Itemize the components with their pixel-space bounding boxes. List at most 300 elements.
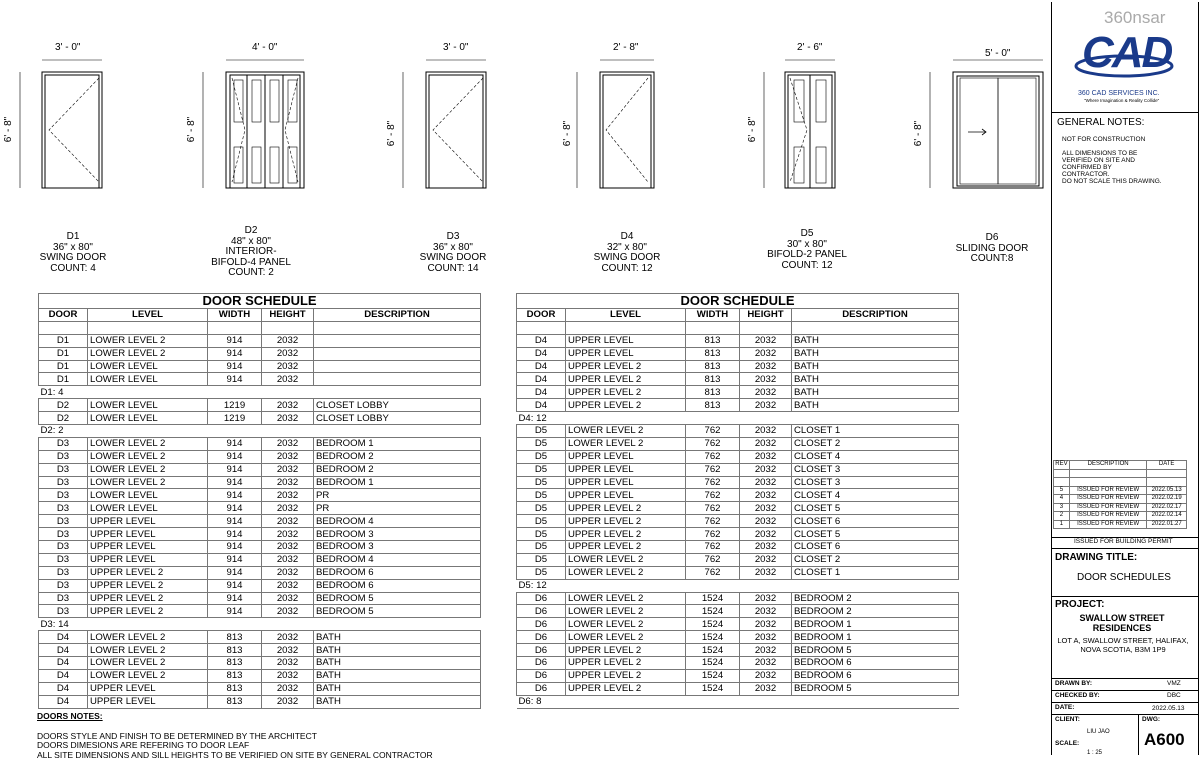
table-cell: 2032	[262, 412, 314, 425]
table-cell: 813	[686, 373, 740, 386]
dim-h-d3: 6' - 8"	[386, 121, 397, 146]
table-cell: D6	[517, 657, 566, 670]
table-cell: 1524	[686, 631, 740, 644]
table-row	[517, 515, 959, 528]
table-cell: 2032	[740, 489, 792, 502]
table-cell: UPPER LEVEL 2	[566, 515, 686, 528]
table-cell: UPPER LEVEL 2	[566, 360, 686, 373]
subtotal-cell: D6: 8	[517, 695, 959, 708]
subtotal-cell: D2: 2	[39, 425, 481, 438]
table-cell: 813	[208, 695, 262, 708]
dim-w-d2: 4' - 0"	[252, 42, 277, 53]
table-cell: BATH	[792, 399, 959, 412]
table-cell: 2032	[740, 618, 792, 631]
table-cell	[314, 373, 481, 386]
revision-empty-row	[1054, 478, 1187, 487]
table-cell: D3	[39, 605, 88, 618]
table-cell: UPPER LEVEL 2	[88, 592, 208, 605]
table-cell: BEDROOM 2	[792, 605, 959, 618]
table-cell: 762	[686, 489, 740, 502]
table-row	[39, 412, 481, 425]
table-cell: 2032	[740, 669, 792, 682]
table-cell	[314, 347, 481, 360]
table-cell: BEDROOM 1	[792, 631, 959, 644]
table-cell: UPPER LEVEL	[88, 682, 208, 695]
table-row	[517, 631, 959, 644]
table-row	[517, 657, 959, 670]
table-cell: D4	[517, 386, 566, 399]
table-row	[517, 347, 959, 360]
table-cell: 2032	[262, 463, 314, 476]
table-cell: UPPER LEVEL 2	[88, 605, 208, 618]
column-header: LEVEL	[88, 309, 208, 322]
client: LIU JAO	[1087, 729, 1110, 735]
table-cell: BEDROOM 5	[792, 682, 959, 695]
table-cell: D5	[517, 489, 566, 502]
table-row	[517, 437, 959, 450]
table-cell: 2032	[262, 541, 314, 554]
table-cell: 2032	[740, 592, 792, 605]
table-cell: BATH	[314, 657, 481, 670]
table-cell: UPPER LEVEL 2	[566, 644, 686, 657]
door-d6-elevation	[930, 60, 1043, 188]
revision-cell: ISSUED FOR REVIEW	[1069, 512, 1146, 521]
table-cell: LOWER LEVEL	[88, 412, 208, 425]
table-cell: D3	[39, 476, 88, 489]
table-cell: D5	[517, 425, 566, 438]
table-cell: 2032	[740, 450, 792, 463]
table-row	[39, 541, 481, 554]
table-cell: 2032	[262, 373, 314, 386]
table-cell: CLOSET LOBBY	[314, 412, 481, 425]
table-cell: CLOSET 6	[792, 515, 959, 528]
table-row	[39, 566, 481, 579]
table-row	[39, 515, 481, 528]
checked-by: DBC	[1167, 692, 1181, 699]
subtotal-row	[517, 579, 959, 592]
table-cell: 2032	[740, 476, 792, 489]
table-cell: D6	[517, 605, 566, 618]
table-cell: D3	[39, 566, 88, 579]
table-cell: LOWER LEVEL	[88, 502, 208, 515]
revision-cell: ISSUED FOR REVIEW	[1069, 503, 1146, 512]
table-row	[39, 437, 481, 450]
table-cell: D4	[517, 334, 566, 347]
general-note: DO NOT SCALE THIS DRAWING.	[1062, 178, 1182, 185]
table-cell: 914	[208, 347, 262, 360]
table-cell: 2032	[262, 450, 314, 463]
table-cell: BATH	[314, 631, 481, 644]
revision-cell: ISSUED FOR REVIEW	[1069, 486, 1146, 495]
table-row	[517, 334, 959, 347]
table-row	[39, 644, 481, 657]
table-cell: BEDROOM 4	[314, 553, 481, 566]
table-row	[517, 373, 959, 386]
table-cell: BEDROOM 2	[792, 592, 959, 605]
table-row	[517, 502, 959, 515]
table-cell: 914	[208, 437, 262, 450]
table-cell: D2	[39, 412, 88, 425]
table-cell: UPPER LEVEL	[88, 695, 208, 708]
table-cell: 914	[208, 489, 262, 502]
dim-w-d3: 3' - 0"	[443, 42, 468, 53]
door-d2-elevation	[203, 60, 304, 188]
revision-header-row	[1054, 461, 1187, 470]
table-cell: 914	[208, 515, 262, 528]
table-cell: CLOSET 1	[792, 425, 959, 438]
subtotal-cell: D1: 4	[39, 386, 481, 399]
revision-table	[1053, 460, 1187, 529]
revision-row	[1054, 512, 1187, 521]
project-label: PROJECT:	[1055, 599, 1104, 610]
revision-cell: 5	[1054, 486, 1070, 495]
spacer-row	[517, 321, 959, 334]
table-cell: 2032	[262, 657, 314, 670]
column-header: HEIGHT	[740, 309, 792, 322]
revision-row	[1054, 486, 1187, 495]
subtotal-cell: D5: 12	[517, 579, 959, 592]
table-cell: 2032	[740, 399, 792, 412]
subtotal-row	[517, 695, 959, 708]
table-cell: BATH	[792, 347, 959, 360]
table-row	[517, 489, 959, 502]
table-cell: 2032	[262, 334, 314, 347]
watermark: 360nsar	[1104, 8, 1165, 28]
table-cell: 813	[686, 360, 740, 373]
dim-h-d2: 6' - 8"	[186, 117, 197, 142]
drawn-by-label: DRAWN BY:	[1055, 680, 1092, 687]
table-cell: LOWER LEVEL 2	[566, 592, 686, 605]
table-cell: 914	[208, 502, 262, 515]
table-cell: 2032	[262, 360, 314, 373]
table-cell: BATH	[314, 695, 481, 708]
table-row	[39, 463, 481, 476]
table-row	[517, 425, 959, 438]
table-cell: 2032	[262, 579, 314, 592]
client-label: CLIENT:	[1055, 716, 1080, 723]
table-cell: D3	[39, 528, 88, 541]
table-cell: 762	[686, 450, 740, 463]
column-header: WIDTH	[208, 309, 262, 322]
door-label-d5: D5 30" x 80" BIFOLD-2 PANEL COUNT: 12	[757, 229, 857, 271]
table-cell: 2032	[740, 425, 792, 438]
schedule-title: DOOR SCHEDULE	[39, 294, 481, 309]
table-cell: D1	[39, 360, 88, 373]
table-cell: CLOSET 2	[792, 553, 959, 566]
table-row	[39, 592, 481, 605]
table-cell: 2032	[262, 592, 314, 605]
table-cell: D3	[39, 592, 88, 605]
table-cell: 2032	[262, 437, 314, 450]
table-cell: 2032	[740, 644, 792, 657]
table-cell: 2032	[262, 502, 314, 515]
table-cell: LOWER LEVEL	[88, 399, 208, 412]
table-cell: 2032	[262, 669, 314, 682]
revision-row	[1054, 503, 1187, 512]
table-cell: BEDROOM 1	[314, 437, 481, 450]
table-cell: D5	[517, 528, 566, 541]
schedule-title: DOOR SCHEDULE	[517, 294, 959, 309]
table-cell: D3	[39, 553, 88, 566]
table-cell: 1524	[686, 644, 740, 657]
column-header: WIDTH	[686, 309, 740, 322]
revision-cell: 2022.02.14	[1147, 512, 1187, 521]
table-cell: LOWER LEVEL 2	[88, 450, 208, 463]
table-cell: D1	[39, 334, 88, 347]
table-cell: 2032	[262, 631, 314, 644]
table-cell: UPPER LEVEL 2	[566, 657, 686, 670]
table-row	[39, 669, 481, 682]
table-cell: D3	[39, 541, 88, 554]
revision-cell: 2022.01.27	[1147, 520, 1187, 529]
column-header: HEIGHT	[262, 309, 314, 322]
table-cell: UPPER LEVEL	[566, 450, 686, 463]
table-cell: 2032	[740, 657, 792, 670]
table-cell: UPPER LEVEL 2	[566, 399, 686, 412]
dim-h-d5: 6' - 8"	[747, 117, 758, 142]
table-cell: 813	[686, 334, 740, 347]
table-cell: BEDROOM 3	[314, 541, 481, 554]
table-cell: UPPER LEVEL	[88, 553, 208, 566]
table-cell: 2032	[740, 553, 792, 566]
table-row	[517, 360, 959, 373]
table-cell: D5	[517, 553, 566, 566]
table-cell: 2032	[740, 347, 792, 360]
revision-empty-row	[1054, 469, 1187, 478]
table-cell: UPPER LEVEL	[566, 334, 686, 347]
table-cell: D6	[517, 618, 566, 631]
door-elevations	[0, 30, 1045, 230]
table-row	[39, 682, 481, 695]
company-tagline: "Where Imagination & Reality Collide"	[1084, 98, 1159, 103]
table-cell: 914	[208, 334, 262, 347]
revision-row	[1054, 495, 1187, 504]
table-cell: 813	[686, 347, 740, 360]
dim-h-d6: 6' - 8"	[913, 121, 924, 146]
table-cell: D6	[517, 682, 566, 695]
divider	[1052, 678, 1198, 679]
table-cell: LOWER LEVEL 2	[566, 631, 686, 644]
table-cell: 914	[208, 476, 262, 489]
table-cell	[314, 334, 481, 347]
table-cell: BATH	[792, 360, 959, 373]
door-schedule-right	[516, 293, 959, 709]
title-block	[1051, 2, 1199, 755]
table-cell: 914	[208, 592, 262, 605]
table-cell: 914	[208, 605, 262, 618]
table-cell: LOWER LEVEL 2	[88, 631, 208, 644]
drawn-by: VMZ	[1167, 680, 1181, 687]
table-cell: D1	[39, 373, 88, 386]
table-row	[39, 360, 481, 373]
table-cell: D4	[39, 657, 88, 670]
table-cell: UPPER LEVEL	[566, 463, 686, 476]
dim-h-d1: 6' - 8"	[3, 117, 14, 142]
table-cell: UPPER LEVEL	[88, 528, 208, 541]
company-logo	[1074, 28, 1174, 84]
table-cell: D6	[517, 644, 566, 657]
logo-text: CAD	[1082, 28, 1171, 78]
revision-cell: 1	[1054, 520, 1070, 529]
table-cell: D5	[517, 450, 566, 463]
table-cell: 2032	[740, 566, 792, 579]
table-row	[517, 669, 959, 682]
table-cell: LOWER LEVEL 2	[566, 437, 686, 450]
table-cell: D3	[39, 463, 88, 476]
table-cell: CLOSET 5	[792, 502, 959, 515]
table-cell: UPPER LEVEL 2	[566, 682, 686, 695]
table-cell: LOWER LEVEL 2	[88, 334, 208, 347]
subtotal-row	[517, 412, 959, 425]
table-cell: BEDROOM 3	[314, 528, 481, 541]
table-cell: D4	[39, 695, 88, 708]
table-row	[517, 541, 959, 554]
table-cell: 813	[208, 682, 262, 695]
table-cell: 1524	[686, 592, 740, 605]
divider	[1138, 714, 1139, 755]
table-cell: 914	[208, 360, 262, 373]
table-cell: 762	[686, 566, 740, 579]
table-row	[39, 605, 481, 618]
table-cell: 2032	[740, 360, 792, 373]
door-schedule-left	[38, 293, 481, 709]
table-cell: D5	[517, 476, 566, 489]
table-cell: LOWER LEVEL 2	[566, 605, 686, 618]
table-row	[517, 386, 959, 399]
revision-cell: 2	[1054, 512, 1070, 521]
table-cell: CLOSET 1	[792, 566, 959, 579]
dim-w-d4: 2' - 8"	[613, 42, 638, 53]
table-cell: CLOSET LOBBY	[314, 399, 481, 412]
table-cell: 1524	[686, 657, 740, 670]
scale-label: SCALE:	[1055, 740, 1079, 747]
table-cell: 2032	[740, 682, 792, 695]
table-cell: 2032	[262, 347, 314, 360]
table-cell: BATH	[792, 386, 959, 399]
table-cell: LOWER LEVEL 2	[88, 463, 208, 476]
table-cell: D4	[517, 347, 566, 360]
subtotal-row	[39, 425, 481, 438]
table-cell: BEDROOM 2	[314, 450, 481, 463]
date-label: DATE:	[1055, 704, 1074, 711]
table-cell: 914	[208, 463, 262, 476]
table-cell: 813	[208, 631, 262, 644]
table-cell: D5	[517, 463, 566, 476]
table-cell: 2032	[740, 631, 792, 644]
table-cell: UPPER LEVEL 2	[566, 373, 686, 386]
table-cell: 762	[686, 502, 740, 515]
table-cell: D3	[39, 515, 88, 528]
project-address: LOT A, SWALLOW STREET, HALIFAX, NOVA SCOTIA, B3M 1P9	[1057, 636, 1189, 654]
general-note: ALL DIMENSIONS TO BE VERIFIED ON SITE AND CONFIRMED BY CONTRACTOR.	[1062, 150, 1157, 178]
revision-cell: ISSUED FOR REVIEW	[1069, 495, 1146, 504]
date: 2022.05.13	[1152, 705, 1185, 712]
table-row	[39, 476, 481, 489]
table-row	[39, 450, 481, 463]
table-cell: CLOSET 4	[792, 450, 959, 463]
dwg-number: A600	[1144, 730, 1185, 750]
general-notes-heading: GENERAL NOTES:	[1057, 117, 1144, 128]
schedule-header-row	[517, 309, 959, 322]
table-cell: BEDROOM 2	[314, 463, 481, 476]
checked-by-label: CHECKED BY:	[1055, 692, 1100, 699]
column-header: DESCRIPTION	[792, 309, 959, 322]
issued-for: ISSUED FOR BUILDING PERMIT	[1074, 538, 1173, 545]
table-cell: D5	[517, 515, 566, 528]
subtotal-cell: D4: 12	[517, 412, 959, 425]
table-cell: D5	[517, 437, 566, 450]
table-cell: 1524	[686, 605, 740, 618]
table-cell: D6	[517, 669, 566, 682]
table-cell: 813	[208, 644, 262, 657]
table-cell: 914	[208, 450, 262, 463]
note-line: ALL SITE DIMENSIONS AND SILL HEIGHTS TO BE VERIFIED ON SITE BY GENERAL CONTRACTOR	[37, 751, 433, 760]
table-cell: 2032	[262, 399, 314, 412]
table-cell: LOWER LEVEL 2	[566, 566, 686, 579]
table-cell: 2032	[740, 528, 792, 541]
door-d5-elevation	[764, 60, 835, 188]
table-row	[517, 605, 959, 618]
spacer-row	[39, 321, 481, 334]
table-cell: D4	[39, 644, 88, 657]
table-cell: PR	[314, 502, 481, 515]
table-cell: D4	[39, 682, 88, 695]
table-row	[517, 528, 959, 541]
table-row	[517, 450, 959, 463]
table-cell: BEDROOM 6	[314, 579, 481, 592]
revision-header: DESCRIPTION	[1069, 461, 1146, 470]
table-cell: D5	[517, 502, 566, 515]
table-cell: 2032	[740, 334, 792, 347]
divider	[1052, 702, 1198, 703]
table-cell: UPPER LEVEL	[88, 541, 208, 554]
table-cell: 2032	[740, 605, 792, 618]
table-cell: 2032	[262, 489, 314, 502]
table-cell: D4	[39, 631, 88, 644]
table-cell: BEDROOM 6	[792, 657, 959, 670]
table-cell: 762	[686, 463, 740, 476]
table-cell: LOWER LEVEL	[88, 360, 208, 373]
table-row	[517, 592, 959, 605]
column-header: DOOR	[517, 309, 566, 322]
table-cell: LOWER LEVEL 2	[566, 553, 686, 566]
table-cell: D4	[517, 360, 566, 373]
revision-header: REV	[1054, 461, 1070, 470]
dim-w-d6: 5' - 0"	[985, 48, 1010, 59]
table-cell: 1524	[686, 669, 740, 682]
door-label-d2: D2 48" x 80" INTERIOR- BIFOLD-4 PANEL COUNT: 2	[191, 226, 311, 279]
revision-cell: 2022.02.17	[1147, 503, 1187, 512]
table-cell: UPPER LEVEL	[566, 489, 686, 502]
door-d4-elevation	[577, 60, 654, 188]
table-cell: LOWER LEVEL	[88, 373, 208, 386]
table-cell: 813	[208, 657, 262, 670]
table-cell: LOWER LEVEL	[88, 489, 208, 502]
table-cell: 2032	[740, 437, 792, 450]
drawing-title-label: DRAWING TITLE:	[1055, 552, 1137, 563]
table-cell: 1219	[208, 412, 262, 425]
table-cell	[314, 360, 481, 373]
divider	[1052, 112, 1198, 113]
door-label-d1: D1 36" x 80" SWING DOOR COUNT: 4	[23, 232, 123, 274]
table-cell: CLOSET 4	[792, 489, 959, 502]
scale: 1 : 25	[1087, 750, 1102, 756]
table-cell: BATH	[792, 334, 959, 347]
table-row	[39, 579, 481, 592]
revision-row	[1054, 520, 1187, 529]
doors-notes	[37, 712, 433, 760]
dim-w-d5: 2' - 6"	[797, 42, 822, 53]
